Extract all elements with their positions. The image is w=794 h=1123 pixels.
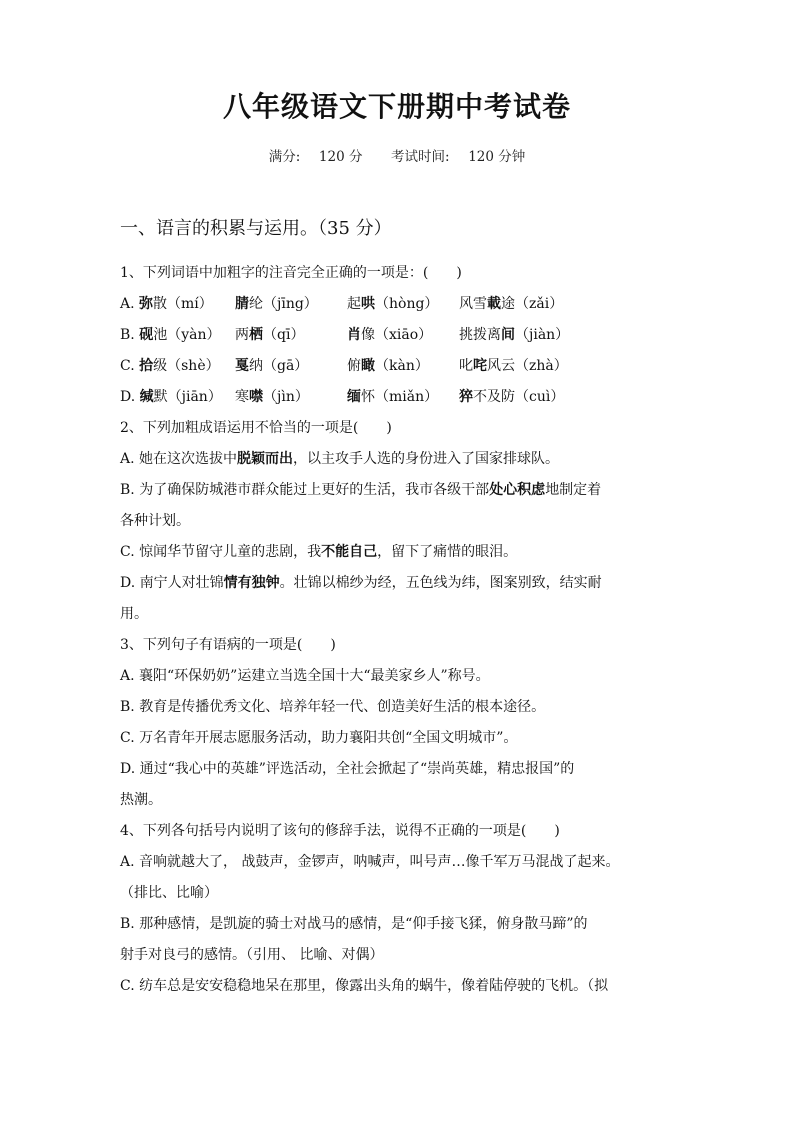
q1-a-item-1 [120, 289, 235, 320]
word-post: 散（mí） [153, 296, 213, 312]
word-post: 不及防（cuì） [473, 389, 565, 405]
text-pre: B. 为了确保防城港市群众能过上更好的生活，我市各级干部 [120, 482, 490, 498]
word-bold: 咤 [473, 358, 487, 374]
word-post: （hòng） [375, 296, 439, 312]
q3-stem: 3、下列句子有语病的一项是( ) [120, 637, 336, 653]
word-post: 池（yàn） [153, 327, 221, 343]
q1-option-c [120, 351, 680, 382]
word-post: 默（jiān） [153, 389, 222, 405]
score-label: 满分: [268, 149, 301, 165]
q1-stem: 1、下列词语中加粗字的注音完全正确的一项是：( ) [120, 265, 462, 281]
time-value: 120 分钟 [468, 149, 526, 165]
word-post: 级（shè） [153, 358, 220, 374]
q1-d-item-2 [235, 382, 347, 413]
q1-option-b [120, 320, 680, 351]
word-pre: 叱 [459, 358, 473, 374]
word-bold: 瞰 [361, 358, 375, 374]
q1-c-item-1 [120, 351, 235, 382]
word-bold: 猝 [459, 389, 473, 405]
word-pre: 风雪 [459, 296, 487, 312]
text-post: ，留下了痛惜的眼泪。 [377, 544, 518, 560]
text-pre: C. 惊闻华节留守儿童的悲剧，我 [120, 544, 322, 560]
q1-option-a [120, 289, 680, 320]
q2-option-c [120, 537, 680, 568]
text-post: ，以主攻手人选的身份进入了国家排球队。 [293, 451, 560, 467]
q3-option-c: C. 万名青年开展志愿服务活动，助力襄阳共创“全国文明城市”。 [120, 730, 518, 746]
q2-option-a [120, 444, 680, 475]
q3-option-d: D. 通过“我心中的英雄”评选活动，全社会掀起了“崇尚英雄，精忠报国”的 [120, 761, 575, 777]
word-bold: 噤 [249, 389, 263, 405]
word-post: 怀（miǎn） [361, 389, 439, 405]
q3-option-d-cont: 热潮。 [120, 792, 162, 808]
questions [120, 258, 680, 1002]
q1-d-item-1 [120, 382, 235, 413]
q3-option-b: B. 教育是传播优秀文化、培养年轻一代、创造美好生活的根本途径。 [120, 699, 546, 715]
word-post: 纳（gā） [249, 358, 309, 374]
q1-a-item-4 [459, 289, 659, 320]
score-value: 120 分 [318, 149, 363, 165]
idiom-bold: 不能自己 [321, 544, 378, 560]
option-label: A. [120, 296, 140, 312]
word-bold: 戛 [235, 358, 249, 374]
q4-option-a: A. 音响就越大了， 战鼓声，金锣声，呐喊声，叫号声…像千军万马混战了起来。 [120, 854, 620, 870]
q1-b-item-3 [347, 320, 459, 351]
q1-c-item-4 [459, 351, 659, 382]
word-post: （jiàn） [515, 327, 570, 343]
idiom-bold: 情有独钟 [223, 575, 280, 591]
word-pre: 挑拨离 [459, 327, 501, 343]
option-label: B. [120, 327, 140, 343]
word-bold: 栖 [249, 327, 263, 343]
word-bold: 載 [487, 296, 501, 312]
word-post: 像（xiāo） [361, 327, 433, 343]
word-bold: 肖 [347, 327, 361, 343]
word-post: 纶（jīng） [249, 296, 318, 312]
option-label: C. [120, 358, 140, 374]
section-heading: 一、语言的积累与运用。（35 分） [120, 218, 392, 239]
option-label: D. [120, 389, 140, 405]
q2-stem: 2、下列加粗成语运用不恰当的一项是( ) [120, 420, 392, 436]
q1-d-item-3 [347, 382, 459, 413]
q4-option-c: C. 纺车总是安安稳稳地呆在那里，像露出头角的蜗牛，像着陆停驶的飞机。（拟 [120, 978, 609, 994]
q2-option-b-cont: 各种计划。 [120, 513, 190, 529]
text-pre: A. 她在这次选拔中 [120, 451, 238, 467]
q1-d-item-4 [459, 382, 659, 413]
text-pre: D. 南宁人对壮锦 [120, 575, 224, 591]
q1-a-item-3 [347, 289, 459, 320]
word-bold: 弥 [139, 296, 154, 312]
q1-c-item-2 [235, 351, 347, 382]
q1-b-item-2 [235, 320, 347, 351]
q4-option-b: B. 那种感情，是凯旋的骑士对战马的感情，是“仰手接飞猱，俯身散马蹄”的 [120, 916, 588, 932]
time-label: 考试时间: [391, 149, 450, 165]
word-post: 途（zǎi） [501, 296, 564, 312]
word-pre: 起 [347, 296, 361, 312]
q4-option-b-cont: 射手对良弓的感情。（引用、 比喻、对偶） [120, 947, 384, 963]
word-post: 风云（zhà） [487, 358, 568, 374]
q1-a-item-2 [235, 289, 347, 320]
word-post: （qī） [263, 327, 305, 343]
idiom-bold: 处心积虑 [489, 482, 546, 498]
word-pre: 寒 [235, 389, 249, 405]
word-bold: 缄 [139, 389, 154, 405]
word-post: （kàn） [375, 358, 429, 374]
word-bold: 哄 [361, 296, 375, 312]
word-pre: 两 [235, 327, 249, 343]
q1-option-d [120, 382, 680, 413]
q1-b-item-1 [120, 320, 235, 351]
word-bold: 砚 [139, 327, 154, 343]
exam-title: 八年级语文下册期中考试卷 [222, 90, 571, 123]
q4-stem: 4、下列各句括号内说明了该句的修辞手法，说得不正确的一项是( ) [120, 823, 560, 839]
q1-b-item-4 [459, 320, 659, 351]
word-post: （jìn） [263, 389, 309, 405]
idiom-bold: 脱颖而出 [237, 451, 294, 467]
q3-option-a: A. 襄阳“环保奶奶”运建立当选全国十大“最美家乡人”称号。 [120, 668, 490, 684]
word-bold: 腈 [235, 296, 249, 312]
q4-option-a-cont: （排比、比喻） [120, 885, 218, 901]
word-bold: 拾 [139, 358, 154, 374]
q1-c-item-3 [347, 351, 459, 382]
q2-option-b [120, 475, 680, 506]
word-bold: 间 [501, 327, 515, 343]
text-post: 。壮锦以棉纱为经，五色线为纬，图案别致，结实耐 [279, 575, 602, 591]
word-bold: 缅 [347, 389, 361, 405]
q2-option-d-cont: 用。 [120, 606, 148, 622]
exam-meta [0, 145, 794, 165]
text-post: 地制定着 [545, 482, 602, 498]
word-pre: 俯 [347, 358, 361, 374]
q2-option-d [120, 568, 680, 599]
